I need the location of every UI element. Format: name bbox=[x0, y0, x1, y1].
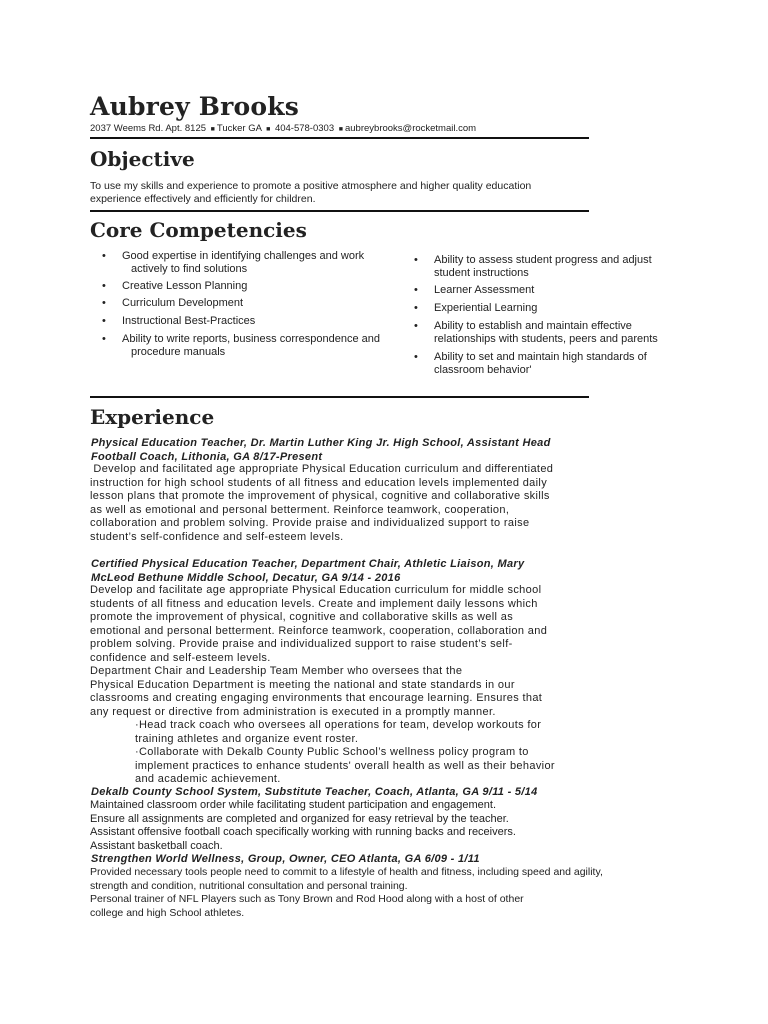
list-item: • Ability to set and maintain high standards of classroom behavior' bbox=[414, 351, 647, 376]
list-item: • Instructional Best-Practices bbox=[102, 315, 256, 327]
job-description: Develop and facilitate age appropriate Physical Education curriculum for middle school students of all fitness and education levels. Create and implement daily lessons which promote the improvement of physical, cognitive and collaborative skills as well as emotional and personal betterment. Reinforce teamwork, cooperation, collaboration and problem solving. Provide praise and individualized support to raise student’s self- confidence and self-esteem levels. Department Chair and Leadership Team Member who oversees that the Physical Education Department is meeting the national and state standards in our classrooms and creating engaging environments that encourage learning. Ensures that any request or directive from administration is executed in a promptly manner. ·Head track coach who oversees all operations for team, develop workouts for training athletes and organize event roster. ·Collaborate with Dekalb County Public School’s wellness policy program to implement practices to enhance students' overall health as well as their behavior and academic achievement. bbox=[90, 584, 555, 785]
city: Tucker GA bbox=[216, 123, 262, 134]
job-title: Certified Physical Education Teacher, Department Chair, Athletic Liaison, Mary McLeod Bethune Middle School, Decatur, GA 9/14 - 2016 bbox=[91, 558, 525, 584]
job-description: Develop and facilitated age appropriate Physical Education curriculum and differentiated instruction for high school students of all fitness and education levels implemented daily lesson plans that promote the improvement of physical, cognitive and collaborative skills as well as emotional and personal betterment. Reinforce teamwork, cooperation, collaboration and problem solving. Provide praise and individualized support to raise student’s self-confidence and self-esteem levels. bbox=[90, 463, 554, 543]
divider bbox=[90, 137, 589, 139]
list-item: • Curriculum Development bbox=[102, 297, 244, 309]
experience-heading: Experience bbox=[90, 405, 215, 429]
objective-heading: Objective bbox=[90, 147, 195, 171]
competencies-left-list bbox=[102, 250, 392, 363]
list-item: • Ability to assess student progress and adjust student instructions bbox=[414, 254, 652, 279]
list-item: • Ability to write reports, business correspondence and procedure manuals bbox=[102, 333, 381, 358]
job-description: Maintained classroom order while facilitating student participation and engagement. Ensure all assignments are completed and organized for easy retrieval by the teacher. Assistant offensive football coach specifically working with running backs and receivers. Assistant basketball coach. bbox=[90, 799, 516, 852]
divider bbox=[90, 396, 589, 398]
list-item: • Good expertise in identifying challenges and work actively to find solutions bbox=[102, 250, 365, 275]
address: 2037 Weems Rd. Apt. 8125 bbox=[90, 123, 207, 134]
candidate-name: Aubrey Brooks bbox=[90, 92, 300, 121]
separator-icon: ■ bbox=[210, 126, 215, 133]
list-item: • Experiential Learning bbox=[414, 302, 538, 314]
competencies-right-list bbox=[414, 254, 684, 381]
list-item: • Ability to establish and maintain effective relationships with students, peers and parents bbox=[414, 320, 658, 345]
divider bbox=[90, 210, 589, 212]
separator-icon: ■ bbox=[266, 126, 271, 133]
phone: 404-578-0303 bbox=[274, 123, 335, 134]
email[interactable]: aubreybrooks@rocketmail.com bbox=[344, 123, 477, 134]
contact-line bbox=[90, 123, 476, 134]
objective-line: To use my skills and experience to promote a positive atmosphere and higher quality education bbox=[90, 180, 532, 192]
objective-line: experience effectively and efficiently for children. bbox=[90, 193, 316, 205]
job-title: Strengthen World Wellness, Group, Owner, CEO Atlanta, GA 6/09 - 1/11 bbox=[91, 853, 480, 865]
separator-icon: ■ bbox=[338, 126, 343, 133]
job-title: Physical Education Teacher, Dr. Martin Luther King Jr. High School, Assistant Head Football Coach, Lithonia, GA 8/17-Present bbox=[91, 437, 551, 463]
objective-text bbox=[90, 180, 531, 206]
list-item: • Creative Lesson Planning bbox=[102, 280, 248, 292]
job-title: Dekalb County School System, Substitute Teacher, Coach, Atlanta, GA 9/11 - 5/14 bbox=[91, 786, 538, 798]
competencies-heading: Core Competencies bbox=[90, 218, 307, 242]
job-description: Provided necessary tools people need to commit to a lifestyle of health and fitness, including speed and agility, strength and condition, nutritional consultation and personal training. Personal trainer of NFL Players such as Tony Brown and Rod Hood along with a host of other college and high School athletes. bbox=[90, 866, 603, 919]
list-item: • Learner Assessment bbox=[414, 284, 535, 296]
